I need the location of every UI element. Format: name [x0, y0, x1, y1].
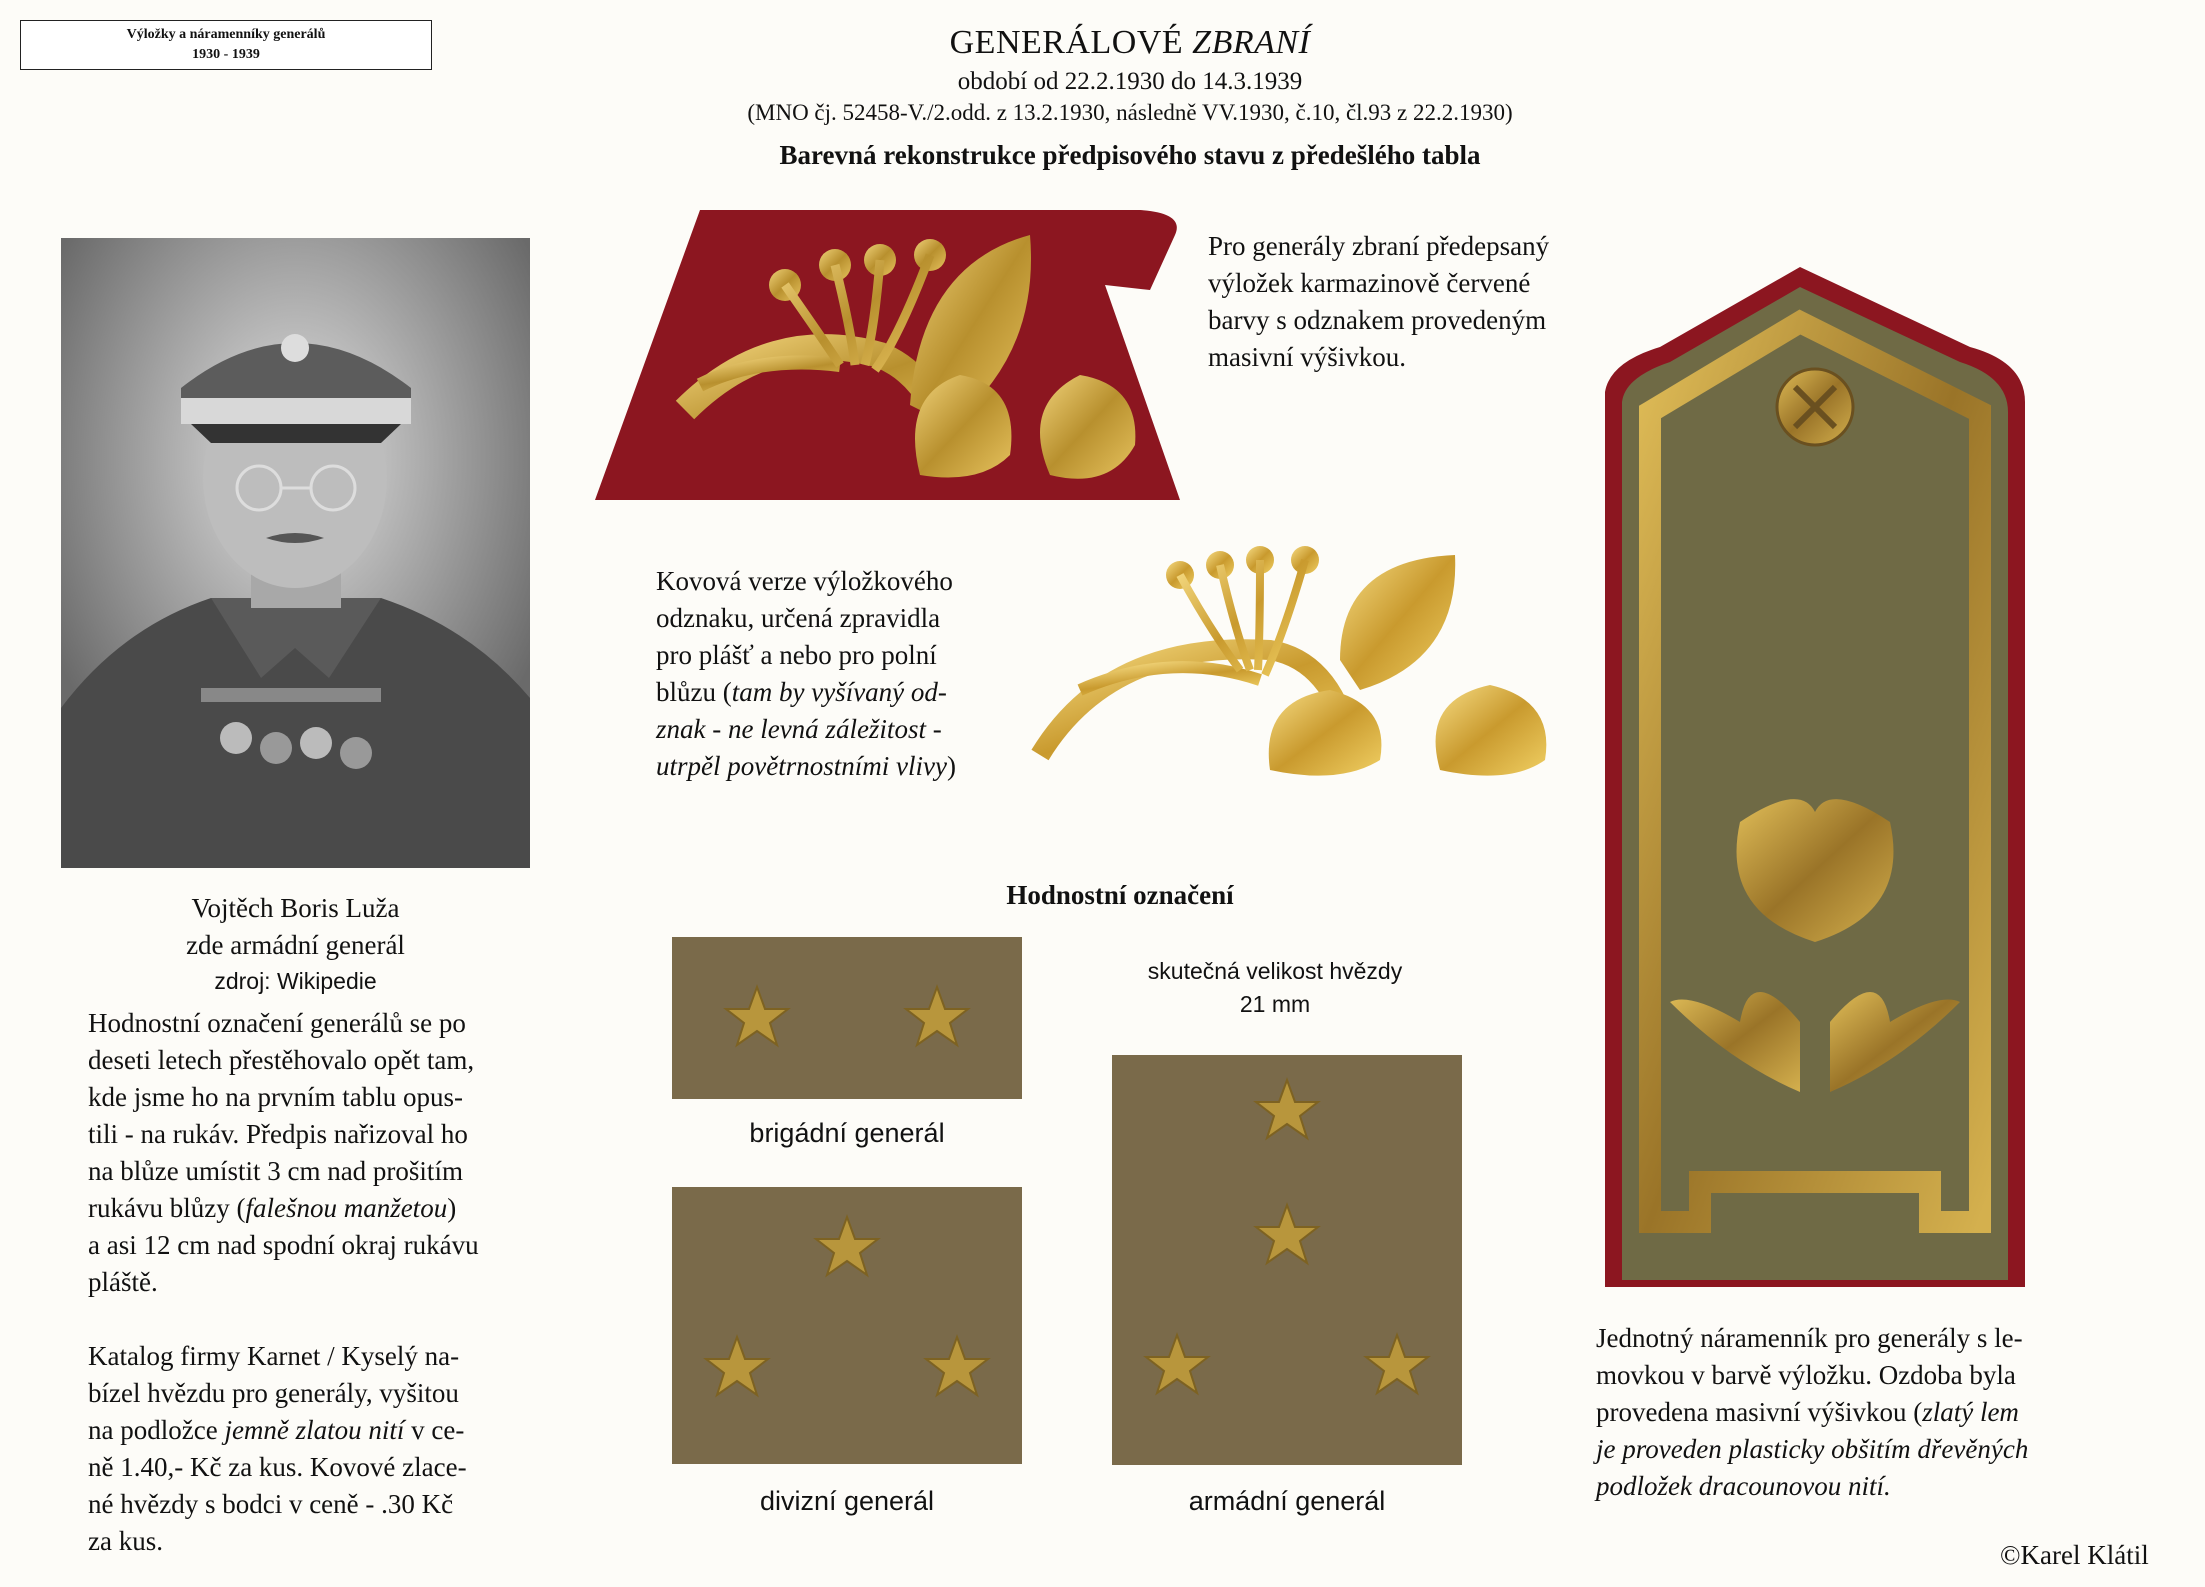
left-text-block: [88, 1005, 588, 1560]
portrait-source: zdroj: Wikipedie: [214, 968, 377, 994]
star-icon: [1366, 1335, 1428, 1393]
p2-line: bízel hvězdu pro generály, vyšitou: [88, 1378, 459, 1408]
shoulder-description: [1596, 1320, 2156, 1505]
regulation-line: (MNO čj. 52458-V./2.odd. z 13.2.1930, následně VV.1930, č.10, čl.93 z 22.2.1930): [747, 100, 1513, 125]
metal-badge-description: [656, 563, 1016, 785]
p1-line: pláště.: [88, 1267, 158, 1297]
text-span: v ce-: [404, 1415, 465, 1445]
text-span: provedena masivní výšivkou (: [1596, 1397, 1923, 1427]
star-icon: [816, 1217, 878, 1275]
shoulder-board-image: [1600, 262, 2030, 1292]
period-line: období od 22.2.1930 do 14.3.1939: [957, 68, 1303, 95]
text-italic: falešnou manžetou: [245, 1193, 448, 1223]
shoulder-line-4: [1596, 1431, 2156, 1468]
star-icon: [1256, 1205, 1318, 1263]
collar-line: barvy s odznakem provedeným: [1208, 305, 1547, 335]
text-italic: jemně zlatou nití: [224, 1415, 405, 1445]
portrait-name: Vojtěch Boris Luža: [191, 893, 400, 923]
text-italic: znak - ne levná záležitost -: [656, 714, 942, 744]
p2-line-3: [88, 1412, 588, 1449]
portrait-caption: [61, 890, 530, 964]
tag-line-1: Výložky a náramenníky generálů: [126, 27, 326, 42]
tag-line-2: 1930 - 1939: [192, 47, 260, 62]
metal-line-5: [656, 711, 1016, 748]
metal-badge-image: [1030, 540, 1570, 780]
star-size-note: [1100, 955, 1450, 1021]
shoulder-line: Jednotný náramenník pro generály s le-: [1596, 1323, 2023, 1353]
text-italic: utrpěl povětrnostními vlivy: [656, 751, 947, 781]
title-tag-box: [20, 20, 432, 70]
text-span: ): [946, 751, 956, 781]
p1-line: tili - na rukáv. Předpis nařizoval ho: [88, 1119, 468, 1149]
metal-line-4: [656, 674, 1016, 711]
army-general-label: armádní generál: [1188, 1486, 1386, 1516]
metal-line-6: [656, 748, 1016, 785]
shoulder-line: movkou v barvě výložku. Ozdoba byla: [1596, 1360, 2016, 1390]
p1-line: kde jsme ho na prvním tablu opus-: [88, 1082, 463, 1112]
metal-line: pro plášť a nebo pro polní: [656, 640, 937, 670]
p2-line: né hvězdy s bodci v ceně - .30 Kč: [88, 1489, 454, 1519]
text-span: ): [447, 1193, 457, 1223]
text-span: rukávu blůzy (: [88, 1193, 246, 1223]
text-italic: je proveden plasticky obšitím dřevěných: [1596, 1434, 2029, 1464]
size-note-line: skutečná velikost hvězdy: [1147, 958, 1403, 984]
collar-line: masivní výšivkou.: [1208, 342, 1407, 372]
star-icon: [706, 1337, 768, 1395]
p1-line: na blůze umístit 3 cm nad prošitím: [88, 1156, 463, 1186]
collar-line: výložek karmazinově červené: [1208, 268, 1531, 298]
portrait-rank: zde armádní generál: [186, 930, 405, 960]
star-icon: [926, 1337, 988, 1395]
division-general-patch: [672, 1187, 1022, 1464]
text-span: na podložce: [88, 1415, 225, 1445]
text-italic: tam by vyšívaný od-: [731, 677, 947, 707]
subtitle: Barevná rekonstrukce předpisového stavu z předešlého tabla: [779, 140, 1481, 170]
text-italic: zlatý lem: [1922, 1397, 2019, 1427]
p2-line: ně 1.40,- Kč za kus. Kovové zlace-: [88, 1452, 467, 1482]
title-italic: ZBRANÍ: [1192, 24, 1311, 61]
star-icon: [1146, 1335, 1208, 1393]
p1-line: a asi 12 cm nad spodní okraj rukávu: [88, 1230, 479, 1260]
rank-section-heading: Hodnostní označení: [1006, 880, 1234, 910]
star-icon: [1256, 1080, 1318, 1138]
brigade-general-patch: [672, 937, 1022, 1099]
p1-line: deseti letech přestěhovalo opět tam,: [88, 1045, 475, 1075]
metal-line: Kovová verze výložkového: [656, 566, 953, 596]
collar-patch-image: [590, 205, 1180, 505]
shoulder-line-5: [1596, 1468, 2156, 1505]
p2-line: Katalog firmy Karnet / Kyselý na-: [88, 1341, 460, 1371]
p1-line: Hodnostní označení generálů se po: [88, 1008, 466, 1038]
shoulder-line-3: [1596, 1394, 2156, 1431]
star-icon: [906, 987, 968, 1045]
portrait-photo: [61, 238, 530, 868]
collar-line: Pro generály zbraní předepsaný: [1208, 231, 1550, 261]
size-note-line: 21 mm: [1239, 991, 1311, 1017]
title-normal: GENERÁLOVÉ: [949, 24, 1193, 61]
text-italic: podložek dracounovou nití.: [1596, 1471, 1891, 1501]
p2-line: za kus.: [88, 1526, 163, 1556]
star-icon: [726, 987, 788, 1045]
metal-line: odznaku, určená zpravidla: [656, 603, 941, 633]
page-title: [700, 24, 1560, 62]
p1-line-6: [88, 1190, 588, 1227]
copyright: ©Karel Klátil: [2000, 1540, 2149, 1570]
collar-description: [1208, 228, 1628, 376]
army-general-patch: [1112, 1055, 1462, 1465]
brigade-general-label: brigádní generál: [749, 1118, 945, 1148]
division-general-label: divizní generál: [759, 1486, 935, 1516]
text-span: blůzu (: [656, 677, 732, 707]
